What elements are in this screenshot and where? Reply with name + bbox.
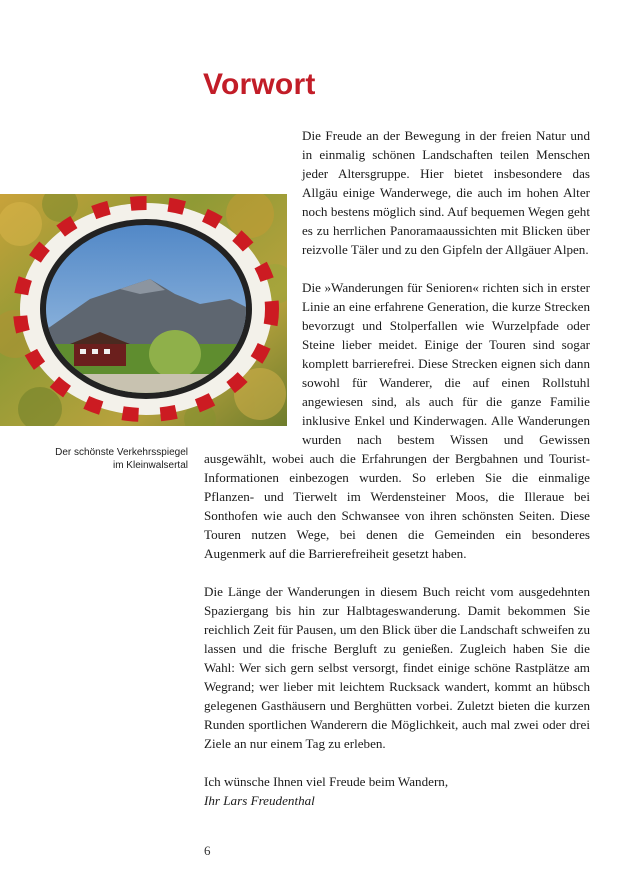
page-number: 6 <box>204 843 211 858</box>
caption-line-1: Der schönste Verkehrsspiegel <box>55 447 188 458</box>
photo-caption <box>0 446 188 472</box>
page-title: Vorwort <box>203 68 316 101</box>
caption-line-2: im Kleinwalsertal <box>112 460 188 471</box>
foreword-text <box>204 126 590 810</box>
closing <box>204 772 590 810</box>
paragraph-1: Die Freude an der Bewegung in der freien Natur und in einmalig schönen Landschaften teilen Menschen jeder Altersgruppe. Hier bietet insbesondere das Allgäu einige Wanderwege, die auch im hohen Alter noch bestens möglich sind. Auf bequemen Wegen geht es zu herrlichen Panoramaaussichten mit Blicken über reizvolle Täler und zu den Gipfeln der Allgäuer Alpen. <box>302 128 590 257</box>
paragraph-2: Die »Wanderungen für Senioren« richten sich in erster Linie an eine erfahrene Generation, die kurze Strecken bevorzugt und Stolperfallen wie Wurzelpfade oder Steine lieber meidet. Einige der Touren sind sogar komplett barrierefrei. Diese Strecken eignen sich dann sowohl für Wanderer, die auf einen Rollstuhl angewiesen sind, als auch für die ganze Familie inklusive Enkel und Kinderwagen. Alle Wanderungen wurden nach bestem Wissen und Gewissen ausgewählt, wobei auch die Erfahrungen der Bergbahnen und Tourist-Informationen einbezogen wurden. So erleben Sie die einmalige Pflanzen- und Tierwelt im Werdensteiner Moos, die Illeraue bei Sonthofen wie auch den Schwansee von ihren schönsten Seiten. Diese Touren nutzen Wege, bei denen die Gemeinden ein besonderes Augenmerk auf die Barrierefreiheit gesetzt haben. <box>204 280 590 561</box>
photo-wrap-space <box>204 183 302 431</box>
paragraph-3: Die Länge der Wanderungen in diesem Buch reicht vom ausgedehnten Spaziergang bis hin zur Halbtageswanderung. Damit bekommen Sie reichlich Zeit für Pausen, um den Blick über die Landschaft schweifen zu lassen und die frische Bergluft zu genießen. Zugleich haben Sie die Wahl: Wer sich gern selbst versorgt, findet einige schöne Rastplätze am Wegrand; wer lieber mit leichtem Rucksack wandert, kommt an hübsch gelegenen Gasthäusern und Berghütten vorbei. Zuletzt bieten die kurzen Runden sportlichen Wanderern die Möglichkeit, auch mal zwei oder drei Ziele an nur einem Tag zu erleben. <box>204 584 590 751</box>
signature: Ihr Lars Freudenthal <box>204 793 315 808</box>
layout-spacer <box>204 126 302 183</box>
closing-line: Ich wünsche Ihnen viel Freude beim Wandern, <box>204 774 449 789</box>
